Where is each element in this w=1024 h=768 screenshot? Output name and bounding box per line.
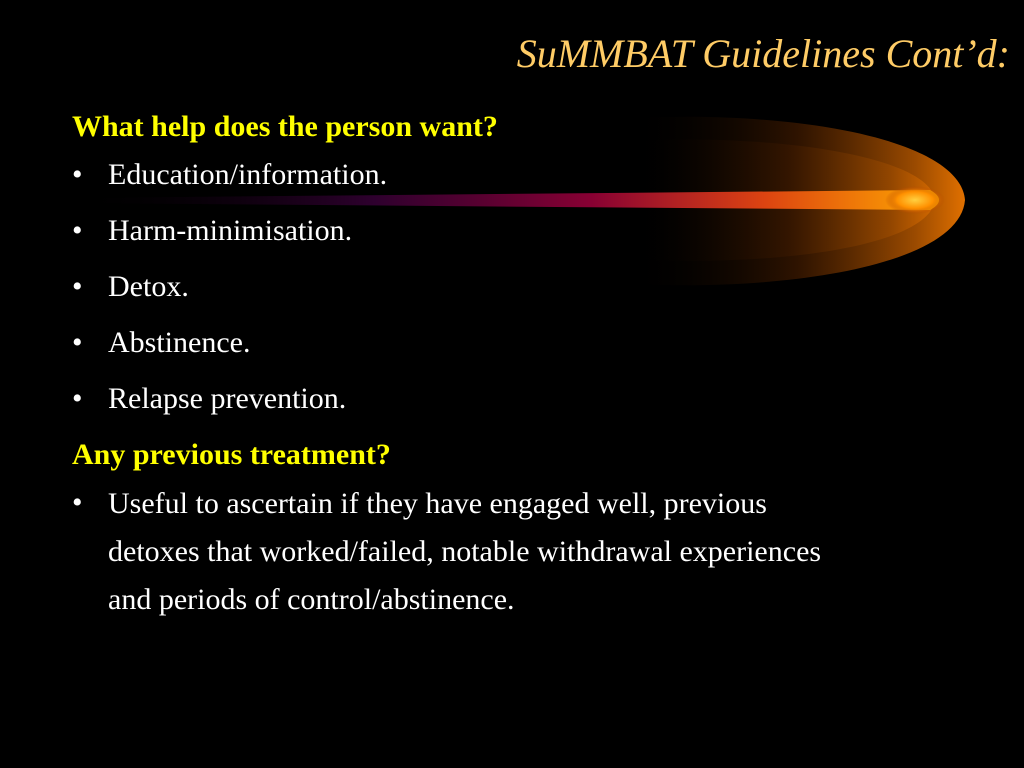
bullet-text: Harm-minimisation. xyxy=(108,214,353,247)
bullet-item xyxy=(72,376,872,432)
bullet-text: Relapse prevention. xyxy=(108,382,347,415)
bullet-text: Education/information. xyxy=(108,158,388,191)
bullet-glyph: • xyxy=(72,382,83,415)
bullet-item xyxy=(72,480,872,624)
bullet-glyph: • xyxy=(72,326,83,359)
bullet-glyph: • xyxy=(72,486,83,519)
slide-title: SuMMBAT Guidelines Cont’d: xyxy=(516,31,1010,76)
bullet-glyph: • xyxy=(72,270,83,303)
bullet-text: Detox. xyxy=(108,270,189,303)
bullet-text: Useful to ascertain if they have engaged well, previous detoxes that worked/failed, notable withdrawal experiences and periods of control/abstinence. xyxy=(108,487,822,616)
section-heading-help-wanted: What help does the person want? xyxy=(72,110,498,143)
bullet-item xyxy=(72,208,872,264)
section-heading-previous-treatment: Any previous treatment? xyxy=(72,438,391,471)
slide-body xyxy=(72,104,872,624)
bullet-item xyxy=(72,264,872,320)
bullet-glyph: • xyxy=(72,158,83,191)
bullet-item xyxy=(72,320,872,376)
bullet-text: Abstinence. xyxy=(108,326,251,359)
bullet-item xyxy=(72,152,872,208)
bullet-glyph: • xyxy=(72,214,83,247)
